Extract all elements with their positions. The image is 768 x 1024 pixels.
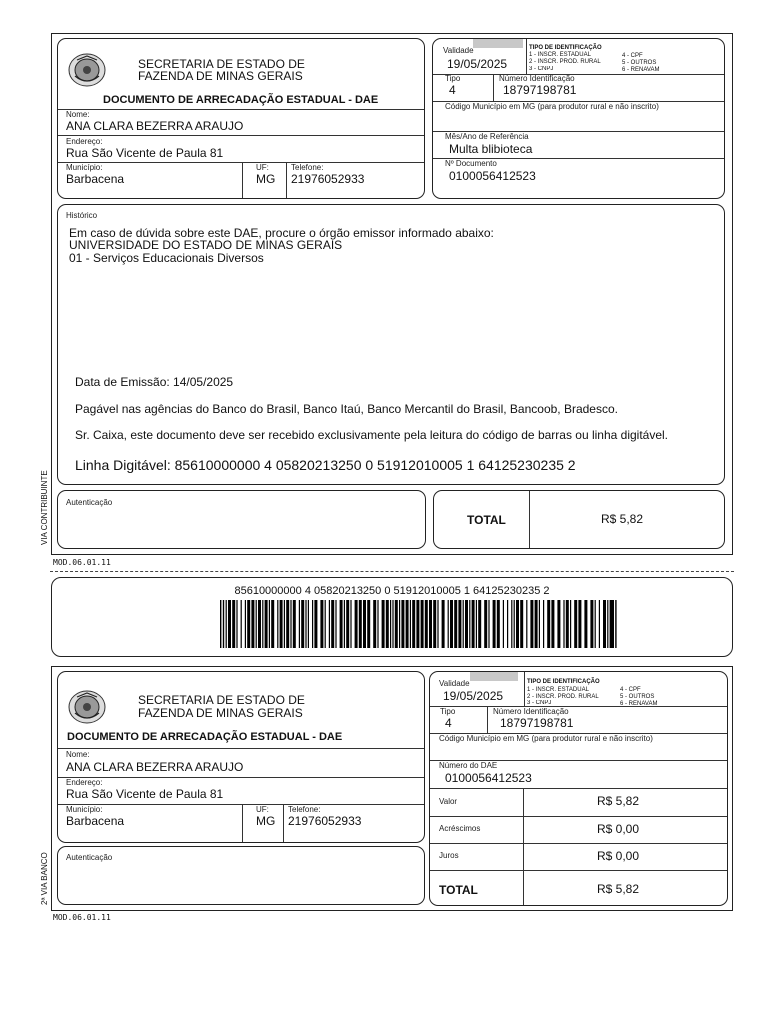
municipio-value: Barbacena [66,814,125,828]
via-banco-label: 2ª VIA BANCO [40,852,49,905]
barcode-bar [590,600,593,648]
barcode-bar [476,600,477,648]
pagavel-text: Pagável nas agências do Banco do Brasil, Banco Itaú, Banco Mercantil do Brasil, Bancoob, Bradesco. [75,402,618,416]
nome-label: Nome: [66,750,90,759]
barcode-bar [557,600,560,648]
codigo-municipio-label: Código Município em MG (para produtor rural e não inscrito) [439,734,653,743]
id-type-3: 3 - CNPJ [527,700,552,706]
nome-value: ANA CLARA BEZERRA ARAUJO [66,119,244,133]
barcode-text: 85610000000 4 05820213250 0 51912010005 1 64125230235 2 [234,585,550,597]
barcode-bar [412,600,415,648]
total-value: R$ 5,82 [601,512,644,526]
secretaria-line1: SECRETARIA DE ESTADO DE [138,693,305,707]
total-label: TOTAL [439,883,478,897]
validade-label: Validade [439,679,470,688]
n-documento-label: Nº Documento [445,159,497,168]
barcode-bar [611,600,614,648]
tipo-value: 4 [445,716,452,730]
barcode-bar [308,600,309,648]
id-type-1: 1 - INSCR. ESTADUAL [529,52,591,58]
barcode-bar [603,600,606,648]
form-code-bottom: MOD.06.01.11 [53,913,111,922]
barcode-bar [340,600,343,648]
barcode-bar [223,600,224,648]
mes-ano-value: Multa blibioteca [449,142,533,156]
uf-value: MG [256,814,276,828]
barcode-bar [511,600,512,648]
codigo-municipio-label: Código Município em MG (para produtor rural e não inscrito) [445,102,659,111]
endereco-label: Endereço: [66,778,103,787]
numero-dae-label: Número do DAE [439,761,498,770]
id-type-5: 5 - OUTROS [622,60,657,66]
historico-box [57,204,725,485]
payer-box-bottom [57,671,425,843]
barcode-bar [615,600,616,648]
barcode-bar [335,600,336,648]
barcode-bar [350,600,351,648]
endereco-value: Rua São Vicente de Paula 81 [66,146,224,160]
valor-value: R$ 5,82 [597,794,640,808]
numero-identificacao-label: Número Identificação [493,707,569,716]
tipo-identificacao-label: TIPO DE IDENTIFICAÇÃO [527,679,600,685]
barcode-bar [280,600,283,648]
barcode-bar [373,600,376,648]
barcode-bar [377,600,378,648]
barcode-bar [363,600,366,648]
doc-info-box-top [432,38,725,199]
telefone-label: Telefone: [291,163,324,172]
barcode-bar [539,600,540,648]
barcode-bar [245,600,246,648]
total-label: TOTAL [467,513,506,527]
barcode-bar [325,600,326,648]
municipio-label: Município: [66,163,103,172]
id-type-1: 1 - INSCR. ESTADUAL [527,687,589,693]
id-type-6: 6 - RENAVAM [620,701,658,706]
barcode-bar [410,600,411,648]
barcode-bar [478,600,481,648]
barcode-bar [320,600,323,648]
barcode-bar [484,600,487,648]
secretaria-line2: FAZENDA DE MINAS GERAIS [138,69,303,83]
barcode-bar [355,600,358,648]
historico-line1: Em caso de dúvida sobre este DAE, procure o órgão emissor informado abaixo: [69,226,494,240]
barcode-bar [595,600,596,648]
barcode-bar [463,600,464,648]
barcode-bar [472,600,475,648]
barcode-bar [574,600,577,648]
barcode-bar [421,600,424,648]
barcode-bar [507,600,508,648]
barcode-bar [578,600,581,648]
barcode-bar [543,600,544,648]
barcode-bar [232,600,235,648]
barcode-bar [448,600,449,648]
payer-box-top [57,38,425,199]
id-type-2: 2 - INSCR. PROD. RURAL [529,59,601,65]
barcode-bar [258,600,261,648]
barcode-bar [314,600,317,648]
barcode-bar [514,600,515,648]
barcode-bar [454,600,457,648]
barcode-bar [344,600,345,648]
barcode-bar [386,600,389,648]
barcode-bar [520,600,523,648]
uf-label: UF: [256,805,269,814]
barcode-image [220,600,617,648]
numero-identificacao-value: 18797198781 [503,83,577,97]
barcode-bar [251,600,254,648]
telefone-value: 21976052933 [288,814,362,828]
barcode-bar [469,600,470,648]
coat-of-arms-icon [67,689,107,725]
barcode-bar [305,600,306,648]
acrescimos-label: Acréscimos [439,824,481,833]
cut-line [50,571,734,572]
validade-value: 19/05/2025 [447,57,508,71]
barcode-bar [401,600,404,648]
barcode-bar [226,600,227,648]
autenticacao-box-bottom [57,846,425,905]
barcode-bar [331,600,334,648]
municipio-value: Barbacena [66,172,125,186]
numero-identificacao-value: 18797198781 [500,716,574,730]
id-type-2: 2 - INSCR. PROD. RURAL [527,694,599,700]
numero-identificacao-label: Número Identificação [499,74,575,83]
historico-label: Histórico [66,211,98,220]
barcode-bar [437,600,438,648]
barcode-bar [228,600,231,648]
barcode-bar [382,600,385,648]
secretaria-line1: SECRETARIA DE ESTADO DE [138,57,305,71]
barcode-bar [429,600,432,648]
id-type-4: 4 - CPF [620,687,641,693]
barcode-bar [359,600,362,648]
barcode-bar [299,600,300,648]
id-type-3: 3 - CNPJ [529,66,554,72]
endereco-value: Rua São Vicente de Paula 81 [66,787,224,801]
doc-title: DOCUMENTO DE ARRECADAÇÃO ESTADUAL - DAE [67,731,343,743]
juros-label: Juros [439,851,459,860]
barcode-bar [346,600,349,648]
doc-title: DOCUMENTO DE ARRECADAÇÃO ESTADUAL - DAE [103,94,379,106]
barcode-bar [247,600,250,648]
linha-digitavel: Linha Digitável: 85610000000 4 05820213250 0 51912010005 1 64125230235 2 [75,457,576,473]
autenticacao-label: Autenticação [66,853,113,862]
historico-line2: UNIVERSIDADE DO ESTADO DE MINAS GERAIS [69,238,343,252]
barcode-bar [392,600,393,648]
barcode-bar [286,600,289,648]
form-code-top: MOD.06.01.11 [53,558,111,567]
acrescimos-value: R$ 0,00 [597,822,640,836]
tipo-label: Tipo [445,74,461,83]
barcode-bar [607,600,608,648]
barcode-bar [406,600,409,648]
barcode-bar [301,600,304,648]
barcode-bar [599,600,600,648]
telefone-value: 21976052933 [291,172,365,186]
barcode-bar [290,600,291,648]
barcode-bar [236,600,237,648]
coat-of-arms-icon [67,52,107,88]
municipio-label: Município: [66,805,103,814]
barcode-bar [262,600,263,648]
caixa-text: Sr. Caixa, este documento deve ser recebido exclusivamente pela leitura do código de barras ou linha digitável. [75,428,669,442]
telefone-label: Telefone: [288,805,321,814]
barcode-bar [425,600,428,648]
barcode-bar [551,600,554,648]
nome-label: Nome: [66,110,90,119]
mes-ano-label: Mês/Ano de Referência [445,132,529,141]
barcode-bar [516,600,519,648]
barcode-bar [547,600,550,648]
barcode-bar [329,600,330,648]
barcode-bar [458,600,461,648]
barcode-bar [399,600,400,648]
barcode-bar [220,600,221,648]
via-contribuinte-label: VIA CONTRIBUINTE [40,470,49,545]
barcode-bar [284,600,285,648]
validade-label: Validade [443,46,474,55]
barcode-bar [277,600,278,648]
barcode-bar [526,600,527,648]
barcode-bar [530,600,533,648]
barcode-bar [367,600,370,648]
historico-line3: 01 - Serviços Educacionais Diversos [69,251,264,265]
barcode-bar [416,600,419,648]
barcode-bar [442,600,445,648]
tipo-value: 4 [449,83,456,97]
data-emissao: Data de Emissão: 14/05/2025 [75,375,234,389]
barcode-bar [312,600,313,648]
uf-value: MG [256,172,276,186]
barcode-bar [390,600,391,648]
id-type-4: 4 - CPF [622,53,643,59]
id-type-5: 5 - OUTROS [620,694,655,700]
barcode-bar [563,600,564,648]
id-type-6: 6 - RENAVAM [622,67,660,73]
autenticacao-box-top [57,490,426,549]
barcode-bar [493,600,496,648]
barcode-bar [269,600,270,648]
barcode-bar [566,600,569,648]
total-box-top [433,490,725,549]
barcode-bar [584,600,587,648]
endereco-label: Endereço: [66,137,103,146]
autenticacao-label: Autenticação [66,498,113,507]
numero-dae-value: 0100056412523 [445,771,532,785]
barcode-bar [241,600,242,648]
barcode-bar [450,600,453,648]
doc-info-box-bottom [429,671,728,906]
secretaria-line2: FAZENDA DE MINAS GERAIS [138,706,303,720]
barcode-bar [293,600,296,648]
barcode-bar [256,600,257,648]
uf-label: UF: [256,163,269,172]
barcode-bar [465,600,468,648]
barcode-bar [395,600,398,648]
total-value: R$ 5,82 [597,882,640,896]
tipo-identificacao-label: TIPO DE IDENTIFICAÇÃO [529,45,602,51]
n-documento-value: 0100056412523 [449,169,536,183]
validade-value: 19/05/2025 [443,689,504,703]
barcode-bar [570,600,571,648]
barcode-bar [497,600,500,648]
barcode-bar [433,600,436,648]
valor-label: Valor [439,797,458,806]
juros-value: R$ 0,00 [597,849,640,863]
tipo-label: Tipo [440,707,456,716]
nome-value: ANA CLARA BEZERRA ARAUJO [66,760,244,774]
barcode-bar [271,600,274,648]
barcode-bar [535,600,538,648]
barcode-bar [265,600,268,648]
barcode-bar [488,600,489,648]
barcode-box [51,577,733,657]
barcode-bar [503,600,504,648]
